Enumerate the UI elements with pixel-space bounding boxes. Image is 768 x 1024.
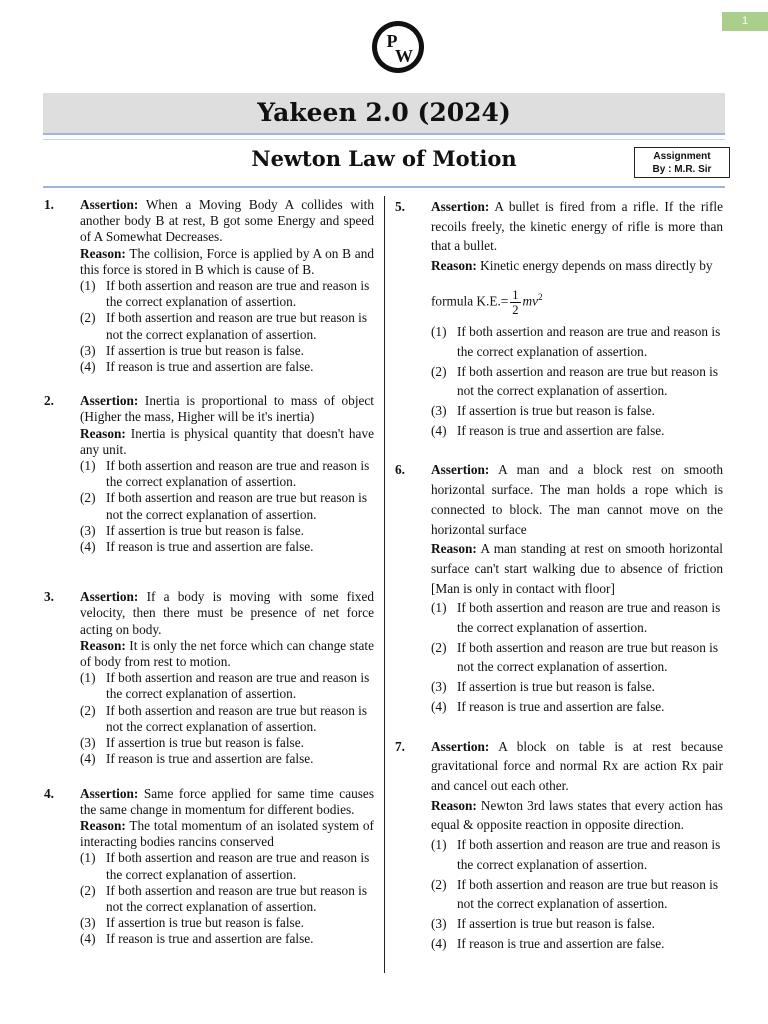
option-text: If both assertion and reason are true but reason is not the correct explanation of assertion. <box>106 310 368 342</box>
reason-label: Reason: <box>431 797 477 813</box>
logo-letter-w: W <box>395 46 413 66</box>
reason <box>80 638 374 670</box>
assertion-label: Assertion: <box>431 738 490 754</box>
option-2 <box>431 875 723 914</box>
reason-label: Reason: <box>80 817 126 833</box>
reason-label: Reason: <box>431 541 477 557</box>
assertion-text: When a Moving Body A collides with another body B at rest, B got some Energy and speed of A Somewhat Decreases. <box>80 197 374 245</box>
option-3 <box>80 735 374 751</box>
assignment-box <box>634 147 730 178</box>
option-text: If both assertion and reason are true and reason is the correct explanation of assertion. <box>106 458 370 490</box>
option-label: (4) <box>80 359 96 375</box>
option-text: If both assertion and reason are true and reason is the correct explanation of assertion. <box>457 837 721 872</box>
option-text: If both assertion and reason are true but reason is not the correct explanation of assertion. <box>106 702 368 734</box>
formula-rhs: mv <box>522 293 539 309</box>
reason-text: The total momentum of an isolated system of interacting bodies rancins conserved <box>80 817 374 850</box>
assertion-label: Assertion: <box>80 393 139 409</box>
option-text: If assertion is true but reason is false. <box>457 915 655 931</box>
pw-logo-icon <box>371 20 425 74</box>
option-label: (4) <box>431 935 447 951</box>
option-label: (1) <box>431 324 447 340</box>
option-4 <box>80 359 374 375</box>
option-4 <box>431 697 723 717</box>
question-number: 6. <box>395 462 405 478</box>
option-label: (2) <box>431 363 447 379</box>
assignment-label: Assignment <box>653 151 711 162</box>
question-2 <box>44 393 374 555</box>
question-number: 7. <box>395 738 405 754</box>
logo-letter-p: P <box>386 31 398 51</box>
option-text: If reason is true and assertion are false. <box>106 931 314 947</box>
option-text: If reason is true and assertion are false. <box>106 539 314 555</box>
option-1 <box>80 850 374 882</box>
option-label: (2) <box>80 310 96 326</box>
option-text: If assertion is true but reason is false. <box>106 522 304 538</box>
option-label: (1) <box>80 278 96 294</box>
option-3 <box>431 677 723 697</box>
option-text: If both assertion and reason are true but reason is not the correct explanation of assertion. <box>106 882 368 914</box>
option-text: If assertion is true but reason is false. <box>457 403 655 419</box>
option-1 <box>80 278 374 310</box>
formula-lhs: K.E.= <box>476 293 509 309</box>
title-bar <box>43 93 725 135</box>
option-text: If reason is true and assertion are false. <box>457 935 665 951</box>
reason-label: Reason: <box>80 637 126 653</box>
option-2 <box>431 362 723 401</box>
formula-word: formula <box>431 293 474 309</box>
question-number: 2. <box>44 393 54 409</box>
question-number: 3. <box>44 589 54 605</box>
assertion-text: Inertia is proportional to mass of object (Higher the mass, Higher will be it's inertia) <box>80 393 375 425</box>
option-label: (2) <box>80 702 96 718</box>
option-text: If reason is true and assertion are false. <box>106 359 314 375</box>
question-number: 4. <box>44 785 54 801</box>
option-text: If both assertion and reason are true and reason is the correct explanation of assertion. <box>106 278 370 310</box>
assertion <box>80 197 374 246</box>
option-label: (4) <box>431 698 447 714</box>
right-column <box>395 197 723 953</box>
divider-header <box>43 186 725 188</box>
reason-label: Reason: <box>431 258 477 274</box>
question-number: 5. <box>395 199 405 214</box>
option-3 <box>80 343 374 359</box>
reason <box>80 246 374 278</box>
option-text: If assertion is true but reason is false. <box>106 915 304 931</box>
option-text: If both assertion and reason are true but reason is not the correct explanation of assertion. <box>457 639 719 675</box>
option-2 <box>80 883 374 915</box>
reason <box>431 256 723 276</box>
option-text: If assertion is true but reason is false. <box>457 679 655 695</box>
option-label: (2) <box>431 639 447 655</box>
assertion-text: A bullet is fired from a rifle. If the rifle recoils freely, the kinetic energy of rifle is more than that a bullet. <box>431 199 723 254</box>
option-label: (3) <box>431 679 447 695</box>
option-text: If reason is true and assertion are false. <box>457 422 665 438</box>
reason-label: Reason: <box>80 425 126 441</box>
option-4 <box>431 934 723 954</box>
question-5 <box>395 197 723 440</box>
question-6 <box>395 460 723 716</box>
assertion-label: Assertion: <box>431 462 490 478</box>
chapter-title: Newton Law of Motion <box>251 146 517 171</box>
option-2 <box>80 490 374 522</box>
column-divider <box>384 196 385 973</box>
option-4 <box>80 751 374 767</box>
reason <box>431 796 723 835</box>
reason-text: A man standing at rest on smooth horizontal surface can't start walking due to absence of friction [Man is only in contact with floor] <box>431 541 724 596</box>
page-title: Yakeen 2.0 (2024) <box>257 98 511 127</box>
reason-label: Reason: <box>80 245 126 261</box>
option-3 <box>80 523 374 539</box>
option-label: (3) <box>80 735 96 751</box>
option-text: If reason is true and assertion are false. <box>106 751 314 767</box>
reason <box>80 818 374 850</box>
assignment-author: By : M.R. Sir <box>652 164 712 175</box>
option-1 <box>431 835 723 874</box>
reason-text: The collision, Force is applied by A on B and this force is stored in B which is cause of B. <box>80 245 374 277</box>
option-label: (1) <box>80 458 96 474</box>
option-label: (3) <box>431 403 447 419</box>
assertion <box>431 197 723 256</box>
option-text: If assertion is true but reason is false. <box>106 735 304 751</box>
option-label: (4) <box>431 422 447 438</box>
option-4 <box>80 931 374 947</box>
option-label: (3) <box>80 342 96 358</box>
reason <box>431 539 723 598</box>
formula-exponent: 2 <box>538 291 543 302</box>
reason-text: Inertia is physical quantity that doesn't have any unit. <box>80 425 375 457</box>
option-text: If both assertion and reason are true but reason is not the correct explanation of assertion. <box>106 490 368 522</box>
option-text: If both assertion and reason are true and reason is the correct explanation of assertion. <box>106 670 370 702</box>
reason-text: Newton 3rd laws states that every action has equal & opposite reaction in opposite direction. <box>431 797 723 833</box>
option-2 <box>80 703 374 735</box>
option-1 <box>80 458 374 490</box>
option-3 <box>80 915 374 931</box>
assertion <box>431 460 723 539</box>
option-label: (4) <box>80 931 96 947</box>
option-text: If assertion is true but reason is false. <box>106 342 304 358</box>
option-4 <box>431 421 723 441</box>
option-label: (3) <box>431 915 447 931</box>
option-label: (3) <box>80 522 96 538</box>
fraction <box>510 288 520 317</box>
assertion <box>80 589 374 638</box>
left-column <box>44 197 374 948</box>
option-text: If both assertion and reason are true and reason is the correct explanation of assertion. <box>457 324 721 359</box>
reason-text: It is only the net force which can change state of body from rest to motion. <box>80 637 374 670</box>
assertion-text: A block on table is at rest because gravitational force and normal Rx are action Rx pair and cancel out each other. <box>431 738 723 793</box>
reason <box>80 426 374 458</box>
option-label: (2) <box>80 490 96 506</box>
option-label: (1) <box>80 670 96 686</box>
divider-top <box>43 139 725 140</box>
option-label: (1) <box>431 600 447 616</box>
question-4 <box>44 786 374 948</box>
assertion-label: Assertion: <box>80 785 139 801</box>
option-2 <box>80 310 374 342</box>
option-1 <box>431 598 723 637</box>
option-label: (4) <box>80 751 96 767</box>
assertion-text: Same force applied for same time causes the same change in momentum for different bodies. <box>80 785 374 817</box>
assertion <box>431 737 723 796</box>
option-3 <box>431 914 723 934</box>
option-label: (1) <box>80 850 96 866</box>
option-text: If both assertion and reason are true and reason is the correct explanation of assertion. <box>457 600 721 636</box>
option-2 <box>431 638 723 677</box>
option-label: (2) <box>431 876 447 892</box>
option-text: If both assertion and reason are true but reason is not the correct explanation of assertion. <box>457 876 719 912</box>
question-3 <box>44 589 374 767</box>
assertion <box>80 786 374 818</box>
option-label: (4) <box>80 539 96 555</box>
option-1 <box>80 670 374 702</box>
question-number: 1. <box>44 197 54 212</box>
fraction-denominator: 2 <box>512 302 519 317</box>
question-1 <box>44 197 374 375</box>
assertion <box>80 393 374 425</box>
assertion-label: Assertion: <box>431 199 490 214</box>
option-text: If reason is true and assertion are false. <box>457 698 665 714</box>
page-number: 1 <box>722 12 768 31</box>
assertion-text: A man and a block rest on smooth horizontal surface. The man holds a rope which is connected to block. The man cannot move on the horizontal surface <box>431 462 724 537</box>
question-7 <box>395 737 723 954</box>
fraction-numerator: 1 <box>512 287 519 302</box>
assertion-label: Assertion: <box>80 589 139 605</box>
option-text: If both assertion and reason are true but reason is not the correct explanation of assertion. <box>457 363 719 399</box>
option-label: (2) <box>80 882 96 898</box>
assertion-label: Assertion: <box>80 197 139 212</box>
option-1 <box>431 322 723 361</box>
assertion-text: If a body is moving with some fixed velocity, then there must be presence of net force acting on body. <box>80 589 374 637</box>
option-3 <box>431 401 723 421</box>
option-label: (3) <box>80 915 96 931</box>
option-4 <box>80 539 374 555</box>
formula <box>431 276 723 322</box>
option-text: If both assertion and reason are true and reason is the correct explanation of assertion. <box>106 850 370 882</box>
option-label: (1) <box>431 837 447 853</box>
reason-text: Kinetic energy depends on mass directly by <box>480 258 713 274</box>
